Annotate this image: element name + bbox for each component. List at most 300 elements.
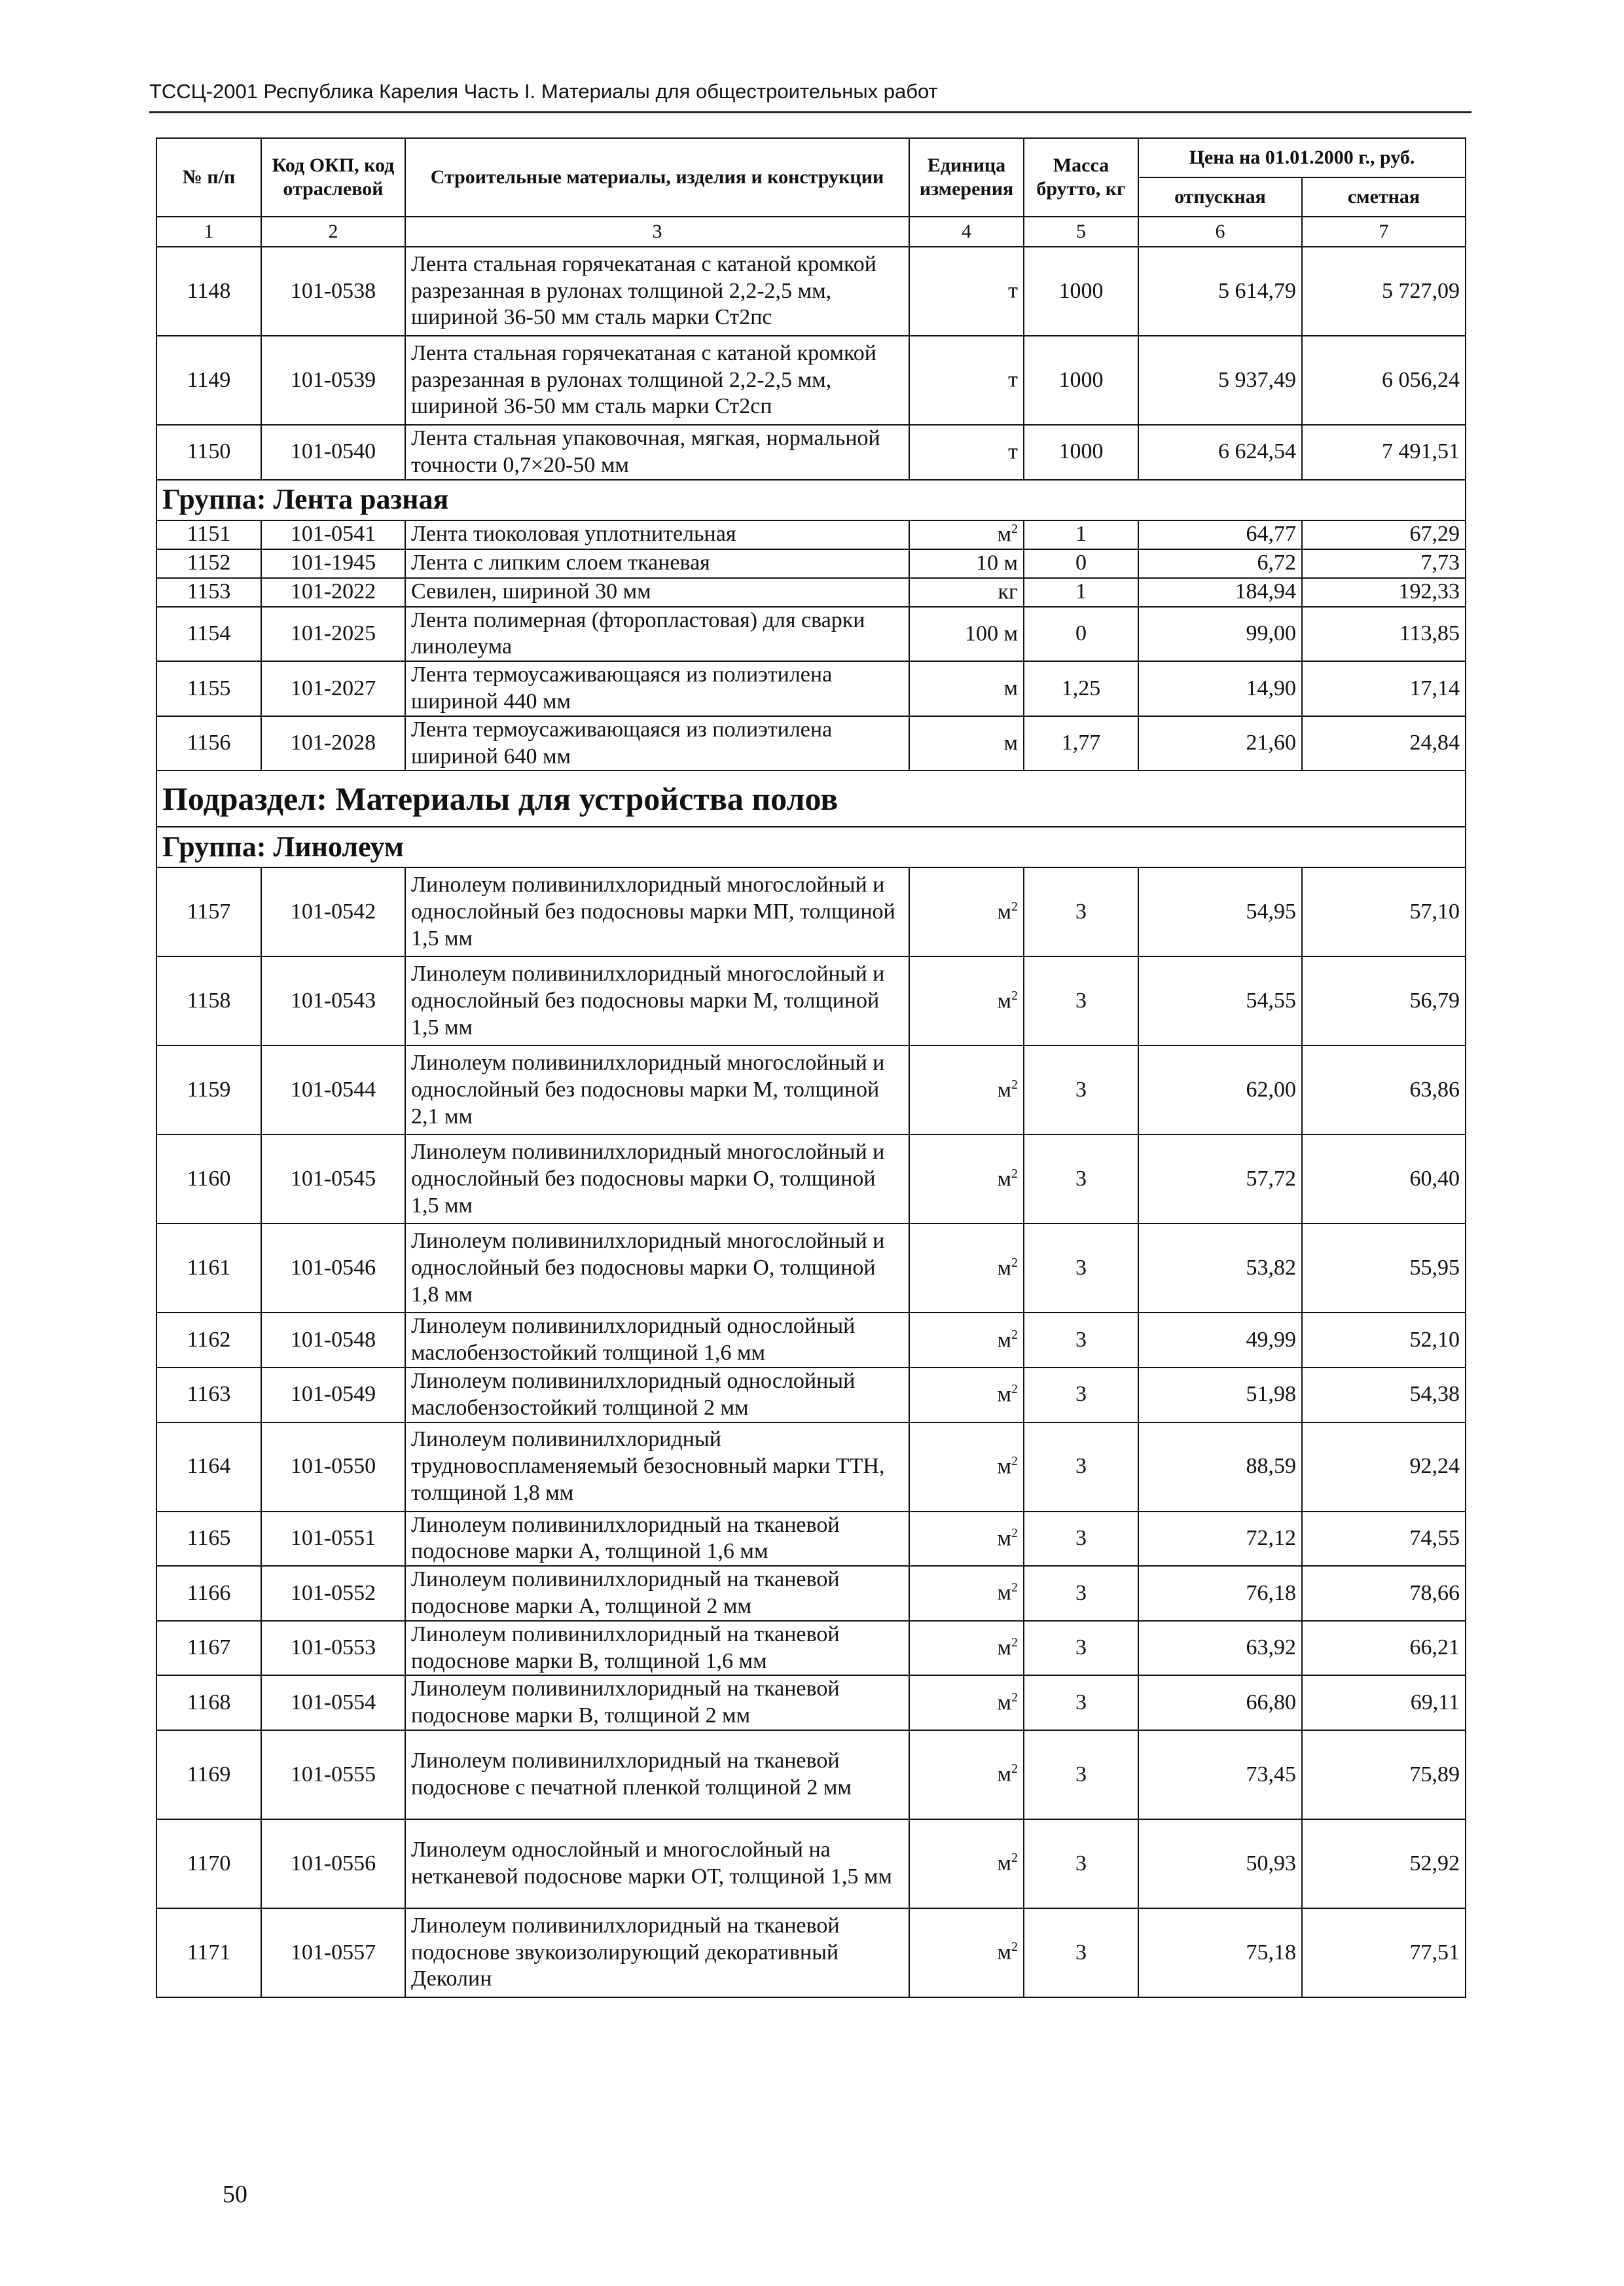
item-code <box>261 867 405 956</box>
item-price-release <box>1138 1730 1302 1819</box>
item-price-estimate <box>1302 1224 1466 1313</box>
item-mass <box>1024 1908 1138 1997</box>
item-mass <box>1024 1313 1138 1368</box>
item-number-text: 1168 <box>187 1690 231 1714</box>
item-number-text: 1170 <box>187 1851 231 1876</box>
item-price-estimate-text: 7 491,51 <box>1382 439 1460 464</box>
item-price-release <box>1138 607 1302 662</box>
item-price-release-text: 50,93 <box>1246 1851 1296 1876</box>
item-number <box>156 1423 261 1512</box>
item-unit <box>909 1566 1024 1621</box>
section-heading-row <box>156 771 1466 827</box>
item-unit <box>909 607 1024 662</box>
item-code <box>261 336 405 425</box>
item-name-text: Линолеум поливинилхлоридный однослойный маслобензостойкий толщиной 2 мм <box>411 1368 856 1420</box>
item-code-text: 101-0538 <box>290 278 376 303</box>
item-mass-text: 0 <box>1075 621 1087 645</box>
item-name <box>405 1819 909 1908</box>
item-mass-text: 3 <box>1075 1940 1087 1965</box>
item-unit-text: т <box>1008 439 1018 464</box>
item-name <box>405 520 909 549</box>
item-number <box>156 1224 261 1313</box>
item-name-text: Лента тиоколовая уплотнительная <box>411 522 736 547</box>
table-row <box>156 1908 1466 1997</box>
item-code <box>261 716 405 771</box>
item-code <box>261 520 405 549</box>
item-price-release <box>1138 1675 1302 1730</box>
item-unit-text: кг <box>998 579 1018 604</box>
item-mass <box>1024 336 1138 425</box>
item-price-estimate <box>1302 1908 1466 1997</box>
item-name-text: Лента полимерная (фторопластовая) для сварки линолеума <box>411 608 865 659</box>
item-price-estimate-text: 66,21 <box>1409 1635 1460 1660</box>
item-code <box>261 1224 405 1313</box>
item-code <box>261 247 405 336</box>
item-code <box>261 1730 405 1819</box>
item-number-text: 1171 <box>187 1940 231 1965</box>
item-mass <box>1024 1819 1138 1908</box>
item-code <box>261 607 405 662</box>
item-price-release <box>1138 1512 1302 1567</box>
item-name <box>405 578 909 607</box>
item-number <box>156 1512 261 1567</box>
table-row <box>156 1512 1466 1567</box>
item-mass-text: 1 <box>1075 579 1087 604</box>
item-name-text: Линолеум поливинилхлоридный многослойный и однослойный без подосновы марки О, толщиной 1,8 мм <box>411 1229 885 1307</box>
column-number: 6 <box>1138 217 1302 247</box>
item-price-release <box>1138 716 1302 771</box>
item-price-release-text: 6,72 <box>1257 551 1296 575</box>
item-price-estimate <box>1302 867 1466 956</box>
item-number <box>156 1621 261 1676</box>
item-number <box>156 1313 261 1368</box>
item-unit-text: м <box>997 1580 1011 1605</box>
item-name-text: Линолеум поливинилхлоридный на тканевой подоснове марки А, толщиной 1,6 мм <box>411 1512 840 1564</box>
item-mass-text: 1000 <box>1058 439 1104 464</box>
item-name-text: Лента стальная горячекатаная с катаной кромкой разрезанная в рулонах толщиной 2,2-2,5 мм, шириной 36-50 мм сталь марки Ст2пс <box>411 251 876 330</box>
item-price-estimate-text: 7,73 <box>1420 551 1460 575</box>
unit-superscript: 2 <box>1011 1382 1018 1397</box>
item-mass <box>1024 1423 1138 1512</box>
item-price-estimate <box>1302 1313 1466 1368</box>
item-price-release <box>1138 1368 1302 1423</box>
item-number <box>156 716 261 771</box>
item-name-text: Линолеум поливинилхлоридный многослойный и однослойный без подосновы марки М, толщиной 1,5 мм <box>411 962 885 1040</box>
item-number <box>156 867 261 956</box>
column-number: 1 <box>156 217 261 247</box>
item-name-text: Лента стальная горячекатаная с катаной кромкой разрезанная в рулонах толщиной 2,2-2,5 мм, шириной 36-50 мм сталь марки Ст2сп <box>411 340 876 419</box>
item-unit-text: м <box>997 1635 1011 1660</box>
item-unit <box>909 336 1024 425</box>
item-code-text: 101-0539 <box>290 367 376 392</box>
item-mass-text: 3 <box>1075 988 1087 1013</box>
item-name <box>405 247 909 336</box>
item-code-text: 101-0540 <box>290 439 376 464</box>
item-number-text: 1164 <box>187 1454 231 1479</box>
item-unit-text: т <box>1008 278 1018 303</box>
col-num-header: № п/п <box>156 138 261 217</box>
item-mass <box>1024 956 1138 1045</box>
item-price-release-text: 73,45 <box>1246 1762 1296 1787</box>
col-price-header: Цена на 01.01.2000 г., руб. <box>1138 138 1466 177</box>
item-code <box>261 1675 405 1730</box>
item-price-release <box>1138 1313 1302 1368</box>
item-price-release-text: 184,94 <box>1235 579 1296 604</box>
item-number-text: 1167 <box>187 1635 231 1660</box>
item-number <box>156 1045 261 1134</box>
item-unit <box>909 1908 1024 1997</box>
item-code-text: 101-0550 <box>290 1454 376 1479</box>
item-code <box>261 956 405 1045</box>
item-price-estimate-text: 63,86 <box>1409 1077 1460 1102</box>
item-price-estimate <box>1302 1368 1466 1423</box>
table-row <box>156 1819 1466 1908</box>
table-row <box>156 425 1466 480</box>
item-unit <box>909 1368 1024 1423</box>
item-price-release <box>1138 425 1302 480</box>
unit-superscript: 2 <box>1011 1940 1018 1955</box>
item-code-text: 101-2025 <box>290 621 376 645</box>
item-number-text: 1152 <box>187 551 231 575</box>
item-price-release-text: 64,77 <box>1246 522 1296 547</box>
unit-superscript: 2 <box>1011 899 1018 914</box>
item-number <box>156 1908 261 1997</box>
item-number-text: 1150 <box>187 439 231 464</box>
item-unit-text: м <box>1003 676 1018 700</box>
item-code <box>261 1423 405 1512</box>
item-mass <box>1024 1368 1138 1423</box>
item-mass <box>1024 1134 1138 1224</box>
item-price-release-text: 5 937,49 <box>1218 367 1296 392</box>
item-price-estimate <box>1302 1512 1466 1567</box>
item-code <box>261 1368 405 1423</box>
item-number <box>156 1819 261 1908</box>
item-name-text: Линолеум поливинилхлоридный многослойный и однослойный без подосновы марки МП, толщиной 1,5 мм <box>411 873 895 951</box>
item-price-release <box>1138 336 1302 425</box>
item-number-text: 1162 <box>187 1327 231 1352</box>
item-name <box>405 1730 909 1819</box>
item-unit-text: м <box>997 1690 1011 1714</box>
item-price-release-text: 14,90 <box>1246 676 1296 700</box>
unit-superscript: 2 <box>1011 522 1018 537</box>
item-name-text: Линолеум поливинилхлоридный на тканевой подоснове марки В, толщиной 1,6 мм <box>411 1622 840 1673</box>
item-number <box>156 247 261 336</box>
item-number-text: 1154 <box>187 621 231 645</box>
item-code-text: 101-0545 <box>290 1166 376 1191</box>
item-mass-text: 3 <box>1075 1525 1087 1550</box>
item-code-text: 101-0544 <box>290 1077 376 1102</box>
unit-superscript: 2 <box>1011 988 1018 1003</box>
item-price-estimate <box>1302 247 1466 336</box>
item-price-estimate <box>1302 549 1466 578</box>
unit-superscript: 2 <box>1011 1851 1018 1866</box>
group-heading-row <box>156 480 1466 520</box>
item-code <box>261 1621 405 1676</box>
item-price-release <box>1138 1134 1302 1224</box>
item-code-text: 101-0548 <box>290 1327 376 1352</box>
item-number-text: 1166 <box>187 1580 231 1605</box>
table-row <box>156 1134 1466 1224</box>
item-price-estimate-text: 55,95 <box>1409 1255 1460 1280</box>
item-number-text: 1161 <box>187 1255 231 1280</box>
item-unit-text: м <box>1003 731 1018 755</box>
item-price-estimate <box>1302 1675 1466 1730</box>
table-body <box>156 247 1466 1997</box>
unit-superscript: 2 <box>1011 1762 1018 1777</box>
item-code-text: 101-0551 <box>290 1525 376 1550</box>
item-mass-text: 1000 <box>1058 278 1104 303</box>
item-name-text: Севилен, шириной 30 мм <box>411 579 651 604</box>
item-price-release <box>1138 578 1302 607</box>
item-number <box>156 549 261 578</box>
item-number-text: 1156 <box>187 731 231 755</box>
table-row <box>156 1313 1466 1368</box>
table-row <box>156 247 1466 336</box>
unit-superscript: 2 <box>1011 1580 1018 1595</box>
item-price-release-text: 72,12 <box>1246 1525 1296 1550</box>
item-price-release-text: 88,59 <box>1246 1454 1296 1479</box>
item-name-text: Линолеум поливинилхлоридный на тканевой подоснове с печатной пленкой толщиной 2 мм <box>411 1749 852 1800</box>
item-code <box>261 661 405 716</box>
item-price-estimate <box>1302 607 1466 662</box>
unit-superscript: 2 <box>1011 1525 1018 1540</box>
item-mass <box>1024 607 1138 662</box>
item-price-estimate-text: 75,89 <box>1409 1762 1460 1787</box>
item-name <box>405 956 909 1045</box>
item-price-estimate-text: 192,33 <box>1398 579 1460 604</box>
item-price-estimate <box>1302 1730 1466 1819</box>
item-name-text: Лента термоусаживающаяся из полиэтилена шириной 440 мм <box>411 662 833 714</box>
table-row <box>156 1045 1466 1134</box>
item-code-text: 101-2028 <box>290 731 376 755</box>
item-price-release-text: 51,98 <box>1246 1382 1296 1407</box>
item-name <box>405 661 909 716</box>
item-name-text: Линолеум поливинилхлоридный на тканевой подоснове звукоизолирующий декоративный Деколин <box>411 1913 840 1991</box>
item-unit <box>909 716 1024 771</box>
item-code-text: 101-0543 <box>290 988 376 1013</box>
item-unit <box>909 1134 1024 1224</box>
item-name <box>405 1908 909 1997</box>
item-number-text: 1153 <box>187 579 231 604</box>
item-code <box>261 578 405 607</box>
item-code <box>261 1045 405 1134</box>
table-row <box>156 1566 1466 1621</box>
item-mass <box>1024 1675 1138 1730</box>
item-price-estimate-text: 57,10 <box>1409 899 1460 924</box>
item-number-text: 1157 <box>187 899 231 924</box>
item-mass-text: 1,77 <box>1061 731 1101 755</box>
item-mass-text: 3 <box>1075 1382 1087 1407</box>
item-mass <box>1024 1730 1138 1819</box>
item-price-estimate <box>1302 716 1466 771</box>
item-number <box>156 425 261 480</box>
item-unit <box>909 867 1024 956</box>
item-price-release <box>1138 247 1302 336</box>
item-code <box>261 1908 405 1997</box>
item-unit-text: м <box>997 1526 1011 1551</box>
col-unit-header: Единица измерения <box>909 138 1024 217</box>
item-unit <box>909 520 1024 549</box>
item-code-text: 101-0542 <box>290 899 376 924</box>
item-price-estimate <box>1302 956 1466 1045</box>
item-number-text: 1165 <box>187 1525 231 1550</box>
item-unit <box>909 1313 1024 1368</box>
item-mass-text: 3 <box>1075 1762 1087 1787</box>
item-price-release <box>1138 1423 1302 1512</box>
col-price-release-header: отпускная <box>1138 177 1302 217</box>
item-name <box>405 1566 909 1621</box>
item-name-text: Линолеум поливинилхлоридный трудновоспламеняемый безосновный марки ТТН, толщиной 1,8 мм <box>411 1427 885 1505</box>
item-code-text: 101-0554 <box>290 1690 376 1714</box>
item-mass-text: 3 <box>1075 1454 1087 1479</box>
item-unit-text: м <box>997 1256 1011 1280</box>
item-unit-text: м <box>997 899 1011 924</box>
item-number-text: 1148 <box>187 278 231 303</box>
table-row <box>156 716 1466 771</box>
item-number <box>156 1134 261 1224</box>
item-number-text: 1163 <box>187 1382 231 1407</box>
unit-superscript: 2 <box>1011 1327 1018 1342</box>
item-mass <box>1024 1045 1138 1134</box>
item-number <box>156 520 261 549</box>
item-price-estimate <box>1302 661 1466 716</box>
item-unit-text: м <box>997 1851 1011 1876</box>
item-price-estimate-text: 52,10 <box>1409 1327 1460 1352</box>
item-price-release-text: 76,18 <box>1246 1580 1296 1605</box>
item-unit-text: м <box>997 989 1011 1013</box>
item-name <box>405 1621 909 1676</box>
item-unit <box>909 1730 1024 1819</box>
section-heading: Подраздел: Материалы для устройства полов <box>156 771 1466 827</box>
table-row <box>156 336 1466 425</box>
item-code-text: 101-0549 <box>290 1382 376 1407</box>
item-price-release-text: 6 624,54 <box>1218 439 1296 464</box>
item-mass-text: 3 <box>1075 899 1087 924</box>
item-name-text: Линолеум однослойный и многослойный на нетканевой подоснове марки ОТ, толщиной 1,5 мм <box>411 1838 892 1889</box>
item-mass <box>1024 1621 1138 1676</box>
item-price-estimate <box>1302 1566 1466 1621</box>
item-price-estimate <box>1302 1134 1466 1224</box>
item-price-estimate-text: 92,24 <box>1409 1454 1460 1479</box>
item-number <box>156 607 261 662</box>
item-price-release-text: 63,92 <box>1246 1635 1296 1660</box>
item-name <box>405 867 909 956</box>
item-unit-text: м <box>997 1167 1011 1191</box>
column-number: 4 <box>909 217 1024 247</box>
price-table <box>156 137 1466 1998</box>
item-price-release-text: 21,60 <box>1246 731 1296 755</box>
item-mass <box>1024 578 1138 607</box>
col-mass-header: Масса брутто, кг <box>1024 138 1138 217</box>
item-price-estimate-text: 5 727,09 <box>1382 278 1460 303</box>
item-mass <box>1024 867 1138 956</box>
table-row <box>156 1621 1466 1676</box>
item-price-release <box>1138 1819 1302 1908</box>
item-number-text: 1151 <box>187 522 231 547</box>
item-unit <box>909 1819 1024 1908</box>
item-unit-text: м <box>997 522 1011 547</box>
item-name-text: Лента стальная упаковочная, мягкая, нормальной точности 0,7×20-50 мм <box>411 426 880 477</box>
item-mass <box>1024 1224 1138 1313</box>
column-number: 2 <box>261 217 405 247</box>
item-unit-text: м <box>997 1454 1011 1479</box>
item-mass-text: 3 <box>1075 1851 1087 1876</box>
item-code <box>261 1313 405 1368</box>
item-number <box>156 661 261 716</box>
item-unit <box>909 956 1024 1045</box>
item-code-text: 101-1945 <box>290 551 376 575</box>
item-price-estimate-text: 77,51 <box>1409 1940 1460 1965</box>
item-number <box>156 1566 261 1621</box>
item-unit <box>909 1675 1024 1730</box>
item-price-release <box>1138 1045 1302 1134</box>
item-mass <box>1024 661 1138 716</box>
item-mass <box>1024 1512 1138 1567</box>
item-name <box>405 336 909 425</box>
item-name <box>405 716 909 771</box>
col-price-estimate-header: сметная <box>1302 177 1466 217</box>
item-price-estimate-text: 6 056,24 <box>1382 367 1460 392</box>
item-unit <box>909 661 1024 716</box>
column-number: 5 <box>1024 217 1138 247</box>
item-price-estimate-text: 78,66 <box>1409 1580 1460 1605</box>
item-number-text: 1149 <box>187 367 231 392</box>
item-mass-text: 1,25 <box>1061 676 1101 700</box>
item-name <box>405 1134 909 1224</box>
table-row <box>156 661 1466 716</box>
unit-superscript: 2 <box>1011 1635 1018 1650</box>
item-code-text: 101-0541 <box>290 522 376 547</box>
item-unit-text: м <box>997 1327 1011 1352</box>
col-code-header: Код ОКП, код отраслевой <box>261 138 405 217</box>
item-price-release-text: 62,00 <box>1246 1077 1296 1102</box>
item-price-estimate <box>1302 578 1466 607</box>
item-name <box>405 549 909 578</box>
item-price-release <box>1138 520 1302 549</box>
item-number <box>156 1730 261 1819</box>
item-price-release-text: 57,72 <box>1246 1166 1296 1191</box>
item-code <box>261 549 405 578</box>
table-row <box>156 956 1466 1045</box>
item-code-text: 101-2022 <box>290 579 376 604</box>
item-name <box>405 1675 909 1730</box>
item-mass-text: 0 <box>1075 551 1087 575</box>
page-number: 50 <box>223 2181 247 2208</box>
item-mass <box>1024 716 1138 771</box>
item-unit-text: т <box>1008 367 1018 392</box>
item-code <box>261 425 405 480</box>
item-number <box>156 1368 261 1423</box>
page-header: ТССЦ-2001 Республика Карелия Часть I. Материалы для общестроительных работ <box>149 80 938 103</box>
item-name <box>405 1368 909 1423</box>
item-code-text: 101-0552 <box>290 1580 376 1605</box>
item-price-estimate <box>1302 1423 1466 1512</box>
item-unit <box>909 1423 1024 1512</box>
table-row <box>156 1675 1466 1730</box>
item-number-text: 1159 <box>187 1077 231 1102</box>
item-mass <box>1024 1566 1138 1621</box>
header-rule <box>149 111 1471 113</box>
group-heading: Группа: Лента разная <box>156 480 1466 520</box>
item-unit-text: м <box>997 1382 1011 1407</box>
item-mass-text: 3 <box>1075 1580 1087 1605</box>
unit-superscript: 2 <box>1011 1454 1018 1468</box>
item-price-release <box>1138 549 1302 578</box>
item-name-text: Линолеум поливинилхлоридный однослойный маслобензостойкий толщиной 1,6 мм <box>411 1314 856 1366</box>
table-row <box>156 1224 1466 1313</box>
item-mass <box>1024 520 1138 549</box>
column-number: 7 <box>1302 217 1466 247</box>
